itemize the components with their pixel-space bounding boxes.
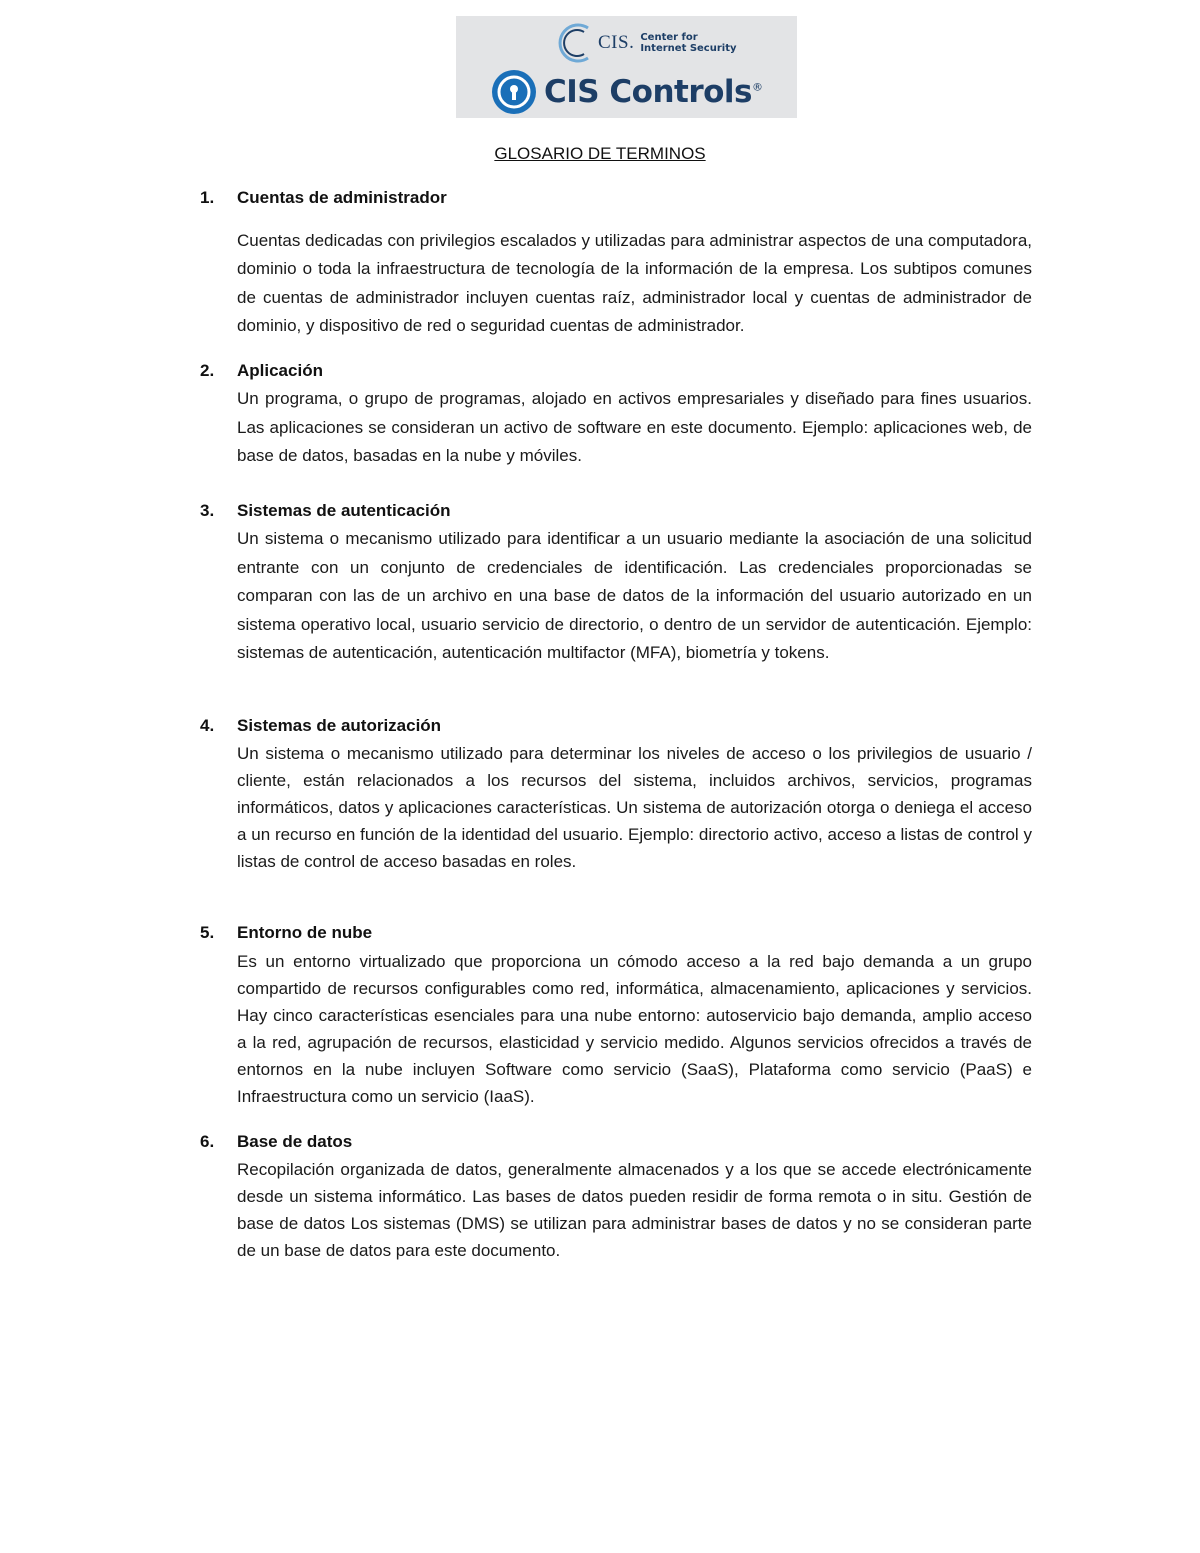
entry-definition: Cuentas dedicadas con privilegios escalados y utilizadas para administrar aspectos de una computadora, dominio o toda la infraestructura de tecnología de la información de la empresa. Los subtipos comunes de cuentas de administrador incluyen cuentas raíz, administrador local y cuentas de administrador de dominio, y dispositivo de red o seguridad cuentas de administrador.: [237, 230, 1032, 335]
center-for-internet-security-text: Center for Internet Security: [640, 32, 737, 54]
entry-term: Cuentas de administrador: [237, 188, 447, 207]
lock-icon: [492, 70, 536, 114]
glossary-entry: [200, 1128, 1032, 1265]
entry-number: 5.: [200, 923, 215, 942]
glossary-entry: [200, 712, 1032, 876]
glossary-entry: [200, 184, 1032, 341]
glossary-entry: [200, 357, 1032, 471]
cis-center-logo: [558, 22, 737, 64]
entry-term: Entorno de nube: [237, 923, 373, 942]
entry-number: 2.: [200, 360, 215, 380]
cis-ring-icon: [558, 22, 600, 64]
entry-definition: Un programa, o grupo de programas, alojado en activos empresariales y diseñado para fines usuarios. Las aplicaciones se consideran un activo de software en este documento. Ejemplo: aplicaciones web, de base de datos, basadas en la nube y móviles.: [237, 389, 1032, 465]
entry-number: 1.: [200, 188, 215, 207]
cis-mark-text: CIS.: [598, 32, 635, 53]
cis-controls-logo: [492, 70, 763, 114]
entry-number: 6.: [200, 1131, 215, 1151]
cis-controls-text: CIS Controls®: [544, 74, 763, 110]
entry-definition: Recopilación organizada de datos, generalmente almacenados y a los que se accede electrónicamente desde un sistema informático. Las bases de datos pueden residir de forma remota o in situ. Gestión de base de datos Los sistemas (DMS) se utilizan para administrar bases de datos y no se consideran parte de un base de datos para este documento.: [237, 1160, 1032, 1260]
entry-number: 3.: [200, 500, 215, 520]
cis-logo: [456, 16, 797, 118]
entry-term: Sistemas de autenticación: [237, 500, 451, 520]
entry-term: Sistemas de autorización: [237, 715, 442, 735]
entry-definition: Un sistema o mecanismo utilizado para identificar a un usuario mediante la asociación de una solicitud entrante con un conjunto de credenciales de identificación. Las credenciales proporcionadas se comparan con las de un archivo en una base de datos de la información del usuario autorizado en un sistema operativo local, usuario servicio de directorio, o dentro de un servidor de autenticación. Ejemplo: sistemas de autenticación, autenticación multifactor (MFA), biometría y tokens.: [237, 529, 1032, 662]
entry-definition: Un sistema o mecanismo utilizado para determinar los niveles de acceso o los privilegios de usuario / cliente, están relacionados a los recursos del sistema, incluidos archivos, servicios, programas informáticos, datos y aplicaciones características. Un sistema de autorización otorga o deniega el acceso a un recurso en función de la identidad del usuario. Ejemplo: directorio activo, acceso a listas de control y listas de control de acceso basadas en roles.: [237, 744, 1032, 871]
entry-number: 4.: [200, 715, 215, 735]
glossary-entry: [200, 919, 1032, 1110]
entry-term: Base de datos: [237, 1131, 353, 1151]
entry-definition: Es un entorno virtualizado que proporciona un cómodo acceso a la red bajo demanda a un grupo compartido de recursos configurables como red, informática, almacenamiento, aplicaciones y servicios. Hay cinco características esenciales para una nube entorno: autoservicio bajo demanda, amplio acceso a la red, agrupación de recursos, elasticidad y servicio medido. Algunos servicios ofrecidos a través de entornos en la nube incluyen Software como servicio (SaaS), Plataforma como servicio (PaaS) e Infraestructura como un servicio (IaaS).: [237, 951, 1032, 1106]
glossary-list: [200, 184, 1032, 1264]
entry-term: Aplicación: [237, 360, 323, 380]
page-title: GLOSARIO DE TERMINOS: [494, 144, 706, 163]
glossary-entry: [200, 497, 1032, 668]
